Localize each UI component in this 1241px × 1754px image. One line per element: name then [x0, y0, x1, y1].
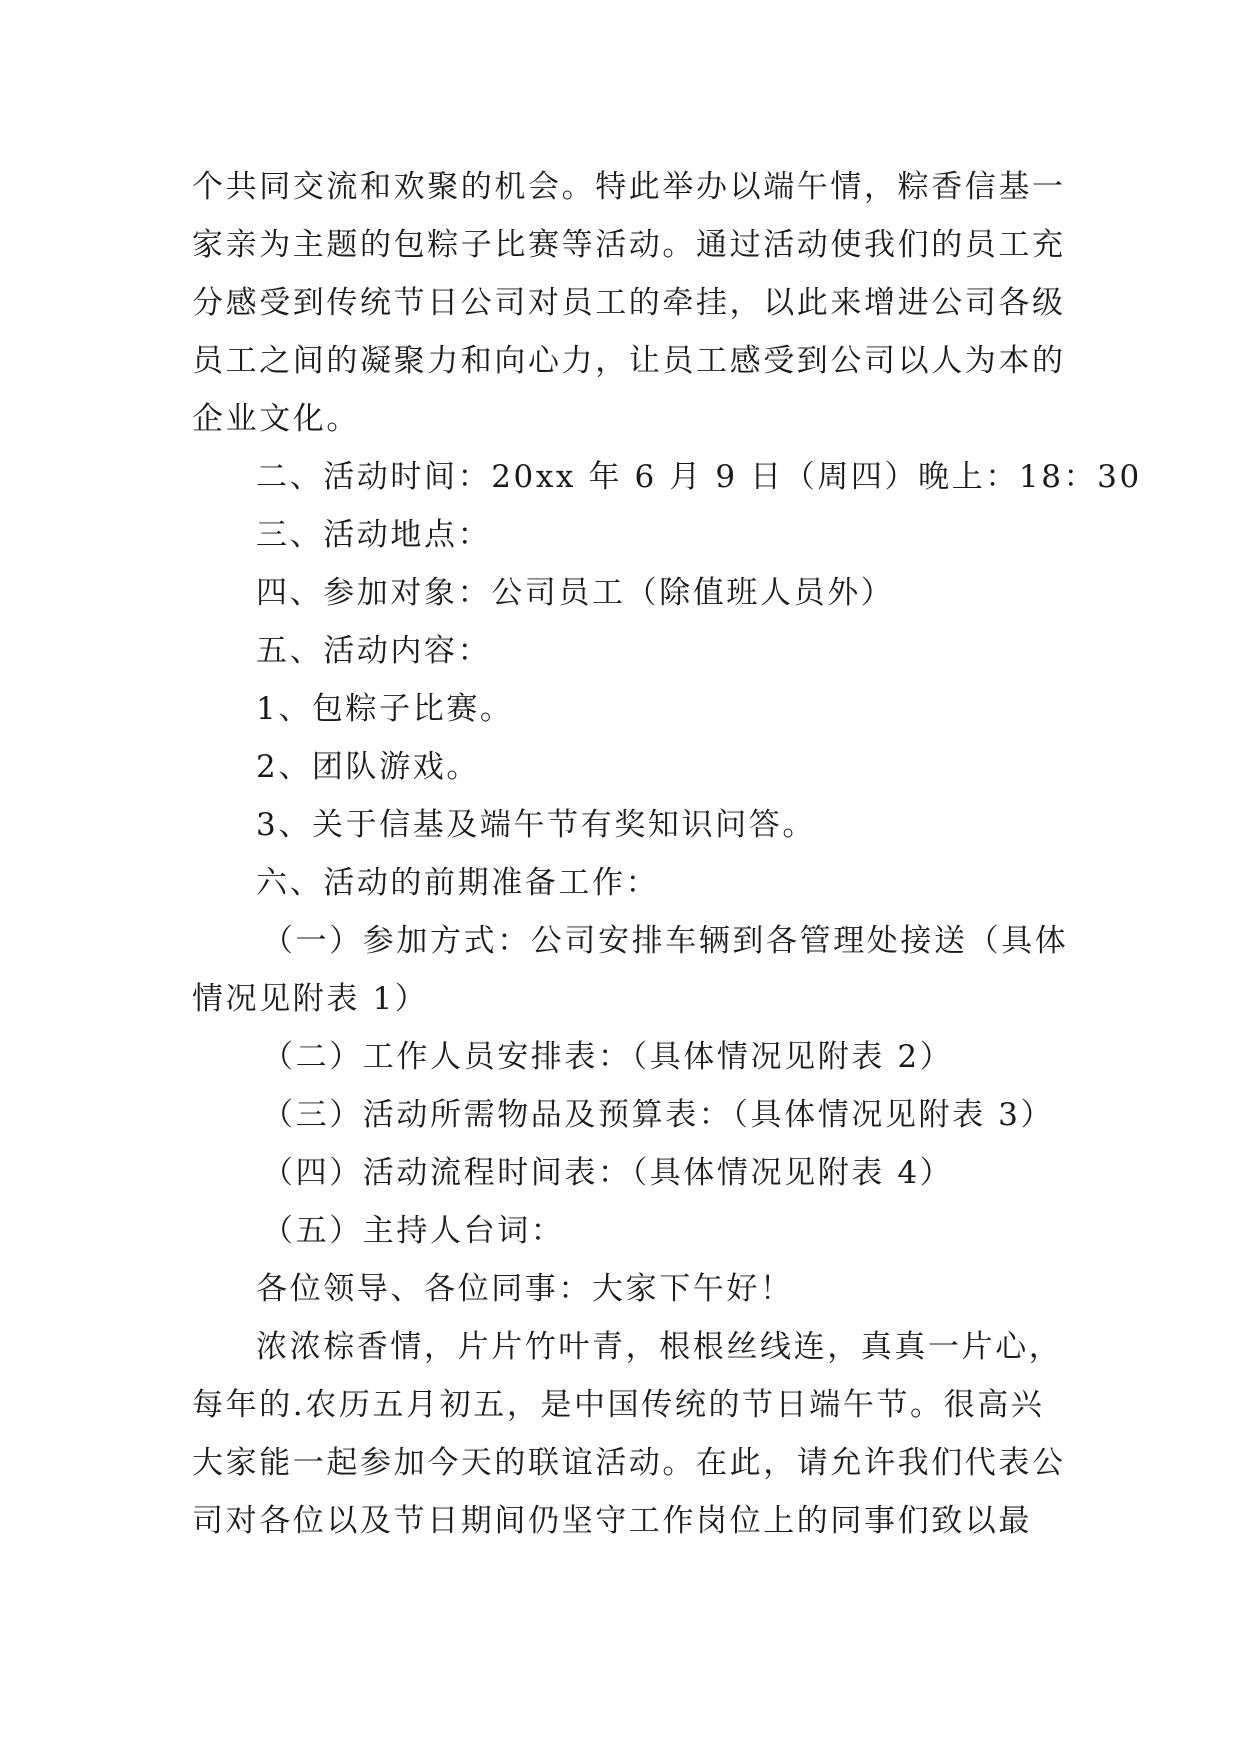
- sub-item: （一）参加方式：公司安排车辆到各管理处接送（具体: [262, 923, 1069, 959]
- paragraph-line: 每年的.农历五月初五，是中国传统的节日端午节。很高兴: [192, 1387, 1045, 1423]
- list-item: 2、团队游戏。: [256, 749, 480, 785]
- section-heading-time: 二、活动时间：20xx 年 6 月 9 日（周四）晚上：18：30: [256, 459, 1142, 495]
- paragraph-line: 司对各位以及节日期间仍坚守工作岗位上的同事们致以最: [192, 1503, 1032, 1539]
- greeting-line: 各位领导、各位同事：大家下午好！: [256, 1271, 794, 1307]
- list-item: 3、关于信基及端午节有奖知识问答。: [256, 807, 816, 843]
- paragraph-line: 情况见附表 1）: [192, 981, 429, 1017]
- document-body: [192, 158, 1142, 1550]
- sub-item: （五）主持人台词：: [262, 1213, 565, 1249]
- section-heading-preparation: 六、活动的前期准备工作：: [256, 865, 660, 901]
- paragraph-line: 大家能一起参加今天的联谊活动。在此，请允许我们代表公: [192, 1445, 1066, 1481]
- paragraph-line: 家亲为主题的包粽子比赛等活动。通过活动使我们的员工充: [192, 227, 1066, 263]
- paragraph-line: 企业文化。: [192, 401, 360, 437]
- paragraph-line: 员工之间的凝聚力和向心力，让员工感受到公司以人为本的: [192, 343, 1066, 379]
- paragraph-line: 个共同交流和欢聚的机会。特此举办以端午情，粽香信基一: [192, 169, 1066, 205]
- paragraph-line: 浓浓棕香情，片片竹叶青，根根丝线连，真真一片心，: [256, 1329, 1063, 1365]
- sub-item: （二）工作人员安排表：（具体情况见附表 2）: [262, 1039, 954, 1075]
- list-item: 1、包粽子比赛。: [256, 691, 514, 727]
- section-heading-location: 三、活动地点：: [256, 517, 492, 553]
- sub-item: （三）活动所需物品及预算表：（具体情况见附表 3）: [262, 1097, 1055, 1133]
- section-heading-content: 五、活动内容：: [256, 633, 492, 669]
- sub-item: （四）活动流程时间表：（具体情况见附表 4）: [262, 1155, 954, 1191]
- section-heading-participants: 四、参加对象：公司员工（除值班人员外）: [256, 575, 895, 611]
- paragraph-line: 分感受到传统节日公司对员工的牵挂，以此来增进公司各级: [192, 285, 1066, 321]
